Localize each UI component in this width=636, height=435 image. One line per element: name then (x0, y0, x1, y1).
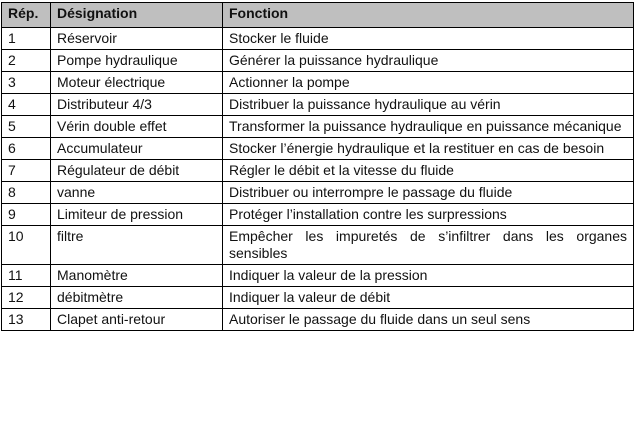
cell-designation: Accumulateur (51, 138, 223, 160)
cell-designation: Distributeur 4/3 (51, 94, 223, 116)
table-row (2, 160, 634, 182)
cell-rep: 8 (2, 182, 51, 204)
cell-designation: Réservoir (51, 28, 223, 50)
table-row (2, 204, 634, 226)
cell-fonction: Régler le débit et la vitesse du fluide (223, 160, 634, 182)
cell-rep: 10 (2, 226, 51, 265)
cell-designation: filtre (51, 226, 223, 265)
cell-fonction: Autoriser le passage du fluide dans un seul sens (223, 309, 634, 331)
cell-fonction: Actionner la pompe (223, 72, 634, 94)
table-row (2, 94, 634, 116)
cell-designation: Moteur électrique (51, 72, 223, 94)
cell-designation: Manomètre (51, 265, 223, 287)
components-table (1, 2, 634, 331)
cell-rep: 13 (2, 309, 51, 331)
cell-designation: Limiteur de pression (51, 204, 223, 226)
cell-designation: Pompe hydraulique (51, 50, 223, 72)
table-row (2, 226, 634, 265)
table-row (2, 50, 634, 72)
table-row (2, 138, 634, 160)
cell-rep: 5 (2, 116, 51, 138)
cell-designation: Régulateur de débit (51, 160, 223, 182)
header-row (2, 3, 634, 28)
cell-fonction: Générer la puissance hydraulique (223, 50, 634, 72)
cell-designation: débitmètre (51, 287, 223, 309)
cell-rep: 4 (2, 94, 51, 116)
cell-fonction: Distribuer la puissance hydraulique au vérin (223, 94, 634, 116)
table-row (2, 265, 634, 287)
cell-rep: 9 (2, 204, 51, 226)
cell-fonction: Protéger l’installation contre les surpressions (223, 204, 634, 226)
cell-fonction: Stocker l’énergie hydraulique et la restituer en cas de besoin (223, 138, 634, 160)
header-fonction: Fonction (223, 3, 634, 28)
cell-rep: 6 (2, 138, 51, 160)
table-row (2, 309, 634, 331)
cell-fonction: Distribuer ou interrompre le passage du fluide (223, 182, 634, 204)
cell-designation: Vérin double effet (51, 116, 223, 138)
table-row (2, 72, 634, 94)
cell-rep: 12 (2, 287, 51, 309)
cell-rep: 1 (2, 28, 51, 50)
cell-fonction: Empêcher les impuretés de s’infiltrer dans les organes sensibles (223, 226, 634, 265)
table-row (2, 28, 634, 50)
cell-fonction: Indiquer la valeur de la pression (223, 265, 634, 287)
cell-rep: 3 (2, 72, 51, 94)
cell-fonction: Indiquer la valeur de débit (223, 287, 634, 309)
header-rep: Rép. (2, 3, 51, 28)
table-row (2, 116, 634, 138)
header-designation: Désignation (51, 3, 223, 28)
cell-rep: 2 (2, 50, 51, 72)
cell-rep: 11 (2, 265, 51, 287)
cell-rep: 7 (2, 160, 51, 182)
table-row (2, 182, 634, 204)
cell-fonction: Stocker le fluide (223, 28, 634, 50)
cell-fonction: Transformer la puissance hydraulique en puissance mécanique (223, 116, 634, 138)
table-row (2, 287, 634, 309)
cell-designation: vanne (51, 182, 223, 204)
cell-designation: Clapet anti-retour (51, 309, 223, 331)
